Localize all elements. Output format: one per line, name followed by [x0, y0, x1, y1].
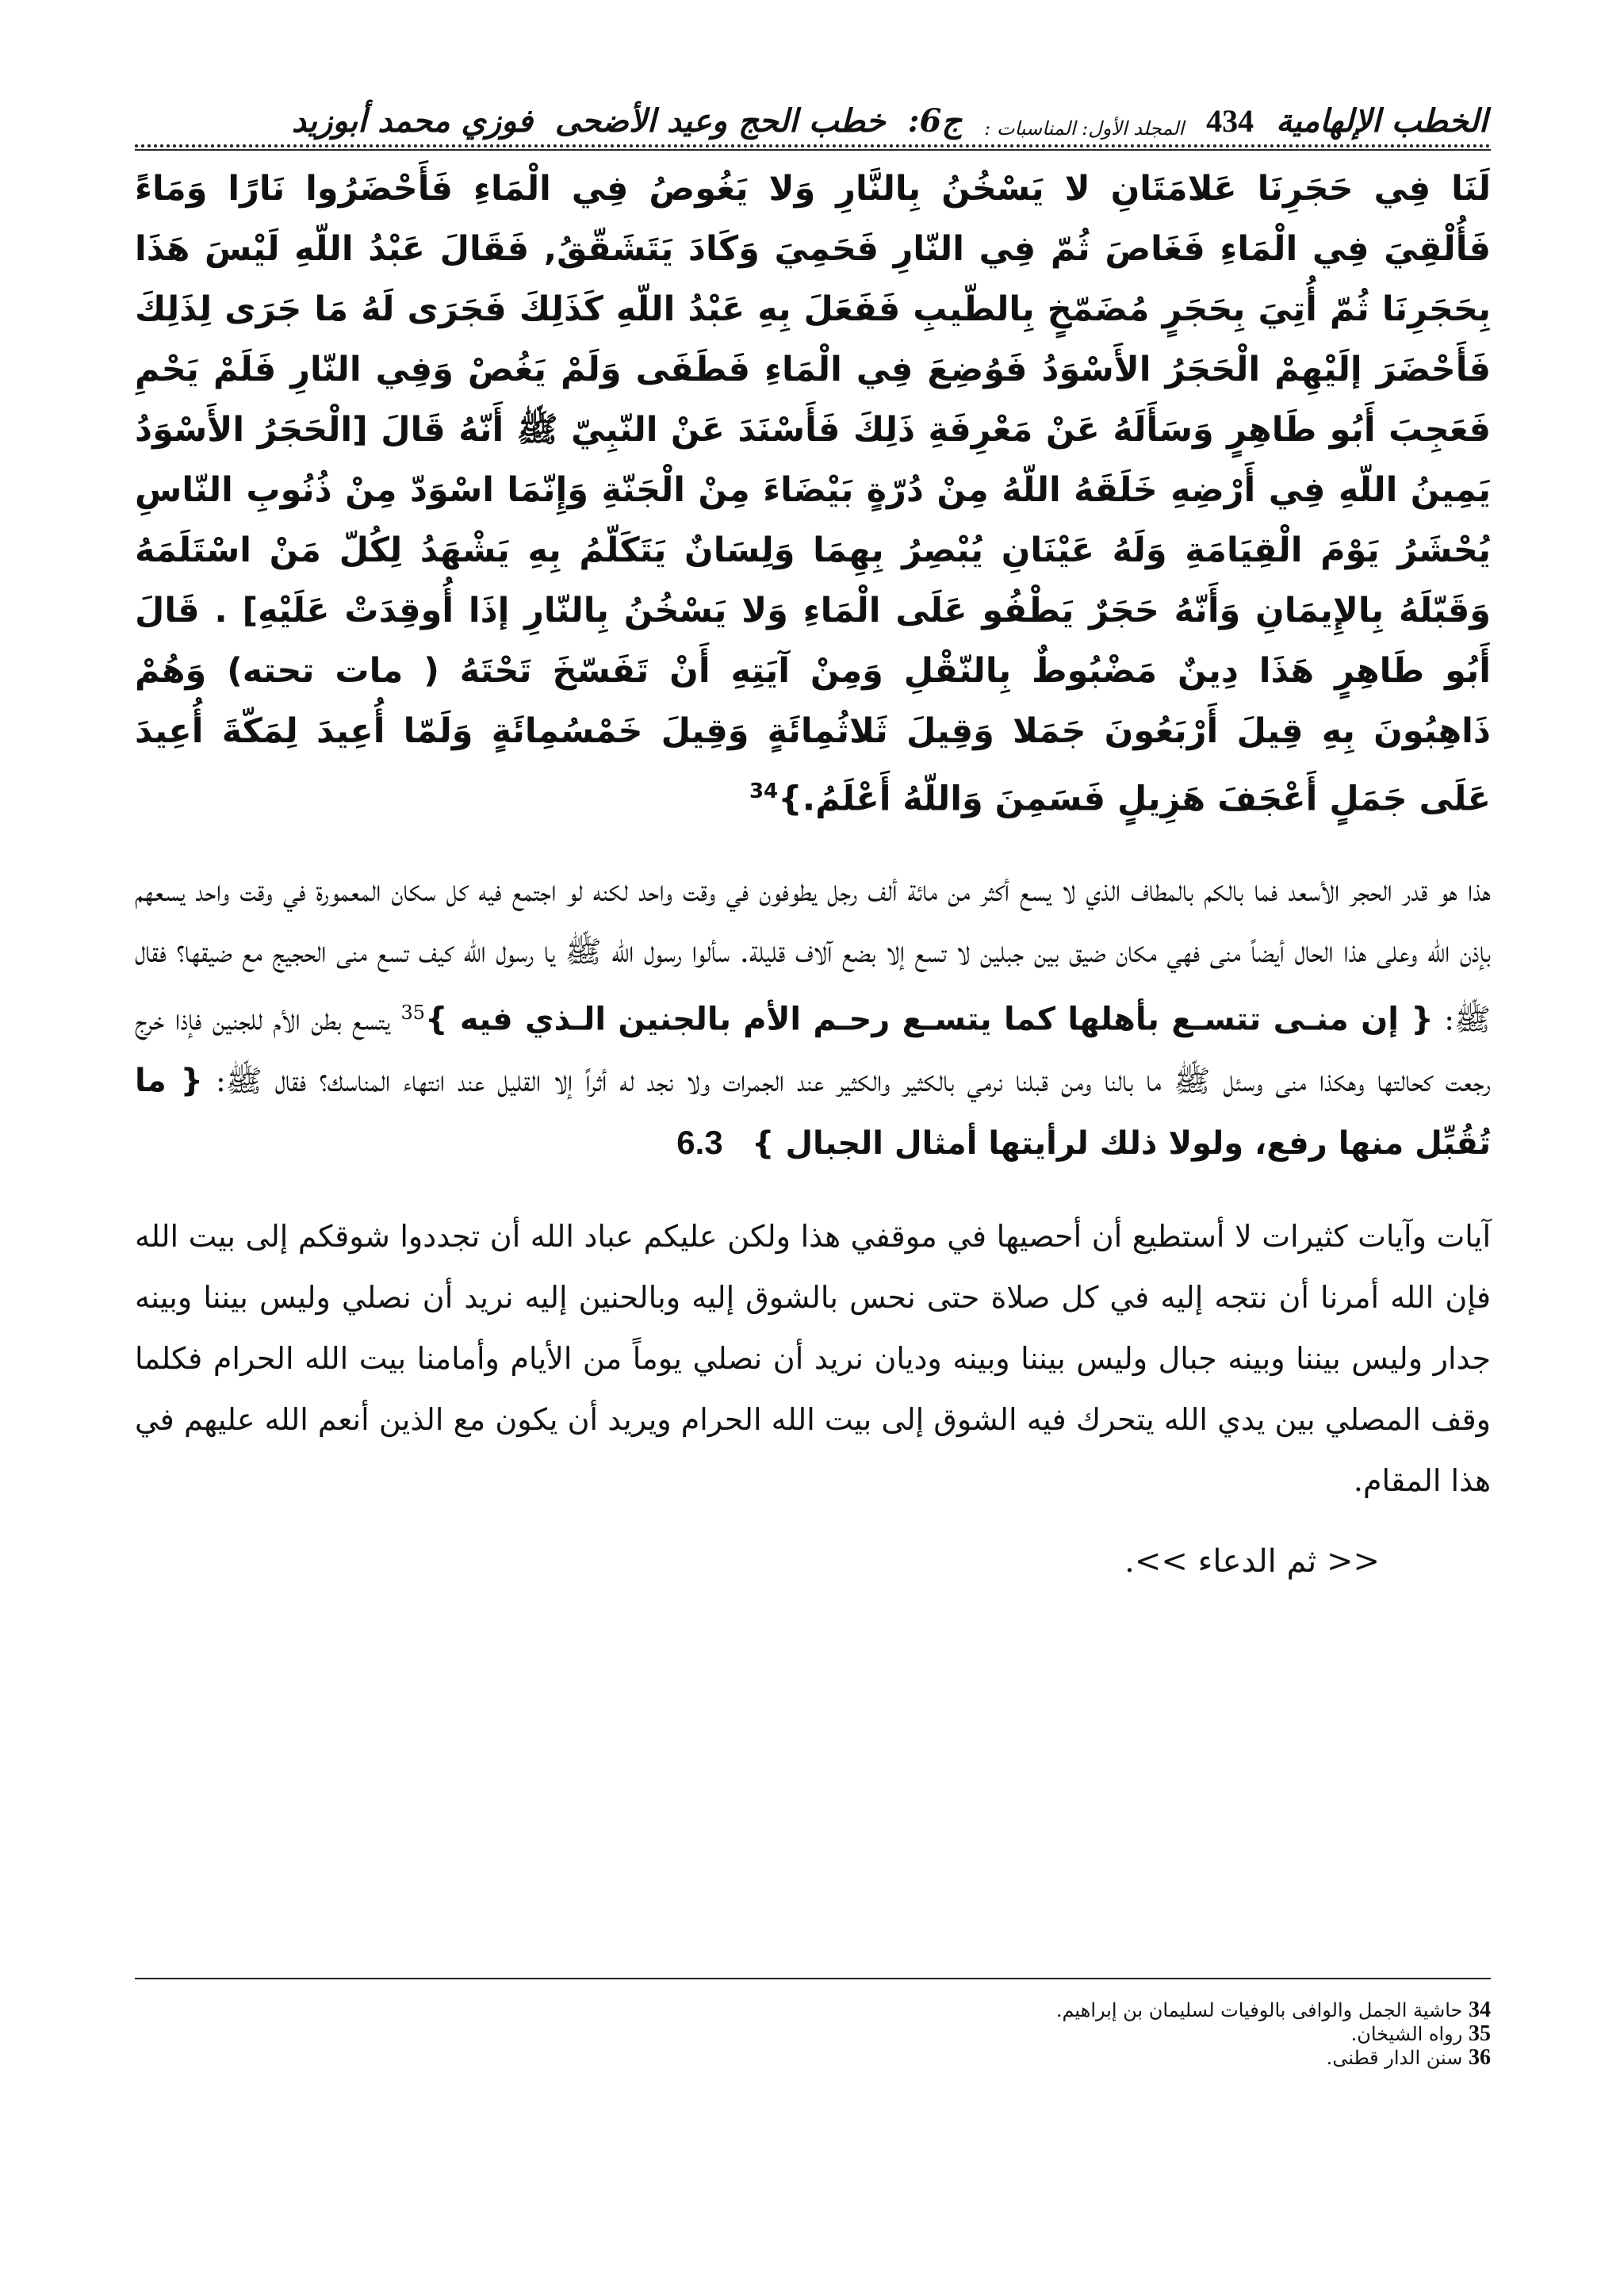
paragraph-1 [135, 860, 1491, 1174]
footnote-text: حاشية الجمل والوافى بالوفيات لسليمان بن إبراهيم. [1055, 1999, 1463, 2021]
paragraph-2: آيات وآيات كثيرات لا أستطيع أن أحصيها في موقفي هذا ولكن عليكم عباد الله أن تجددوا شوقكم إلى بيت الله فإن الله أمرنا أن نتجه إليه في كل صلاة حتى نحس بالشوق إليه وبالحنين إليه نريد أن نصلي وليس بيننا وبينه جدار وليس بيننا وبينه جبال وليس بيننا وبينه وديان نريد أن نصلي يوماً من الأيام وأمامنا بيت الله الحرام فكلما وقف المصلي بين يدي الله يتحرك فيه الشوق إلى بيت الله الحرام ويريد أن يكون مع الذين أنعم الله عليهم في هذا المقام. [135, 1218, 1491, 1498]
footnote-number: 36 [1469, 2045, 1491, 2070]
hadith-2: { ما تُقُبِّل منها رفع، ولولا ذلك لرأيتها أمثال الجبال } [135, 1062, 1491, 1162]
footnote-text: رواه الشيخان. [1350, 2023, 1463, 2045]
author-name: فوزي محمد أبوزيد [291, 102, 533, 140]
paragraph-1-text-b: يتسع بطن الأم للجنين فإذا خرج رجعت كحالتها وهكذا منى وسئل ﷺ ما بالنا ومن قبلنا نرمي بالكثير والكثير عند الجمرات ولا نجد له أثراً إلا القليل عند انتهاء المناسك؟ فقال ﷺ: [135, 1002, 1491, 1098]
footnote-35 [135, 2022, 1491, 2046]
footnotes [135, 1978, 1491, 2070]
page-header [135, 76, 1491, 140]
section-mark: 6.3 [676, 1123, 723, 1161]
book-title: الخطب الإلهامية [1276, 102, 1488, 140]
quoted-passage [135, 159, 1491, 829]
footnote-rule [135, 1978, 1491, 1979]
part-label: ج6: [907, 102, 963, 140]
footnote-number: 35 [1469, 2021, 1491, 2046]
section-title: خطب الحج وعيد الأضحى [554, 102, 886, 140]
footnote-36 [135, 2046, 1491, 2070]
closing-line: << ثم الدعاء >>. [1124, 1542, 1380, 1580]
footnote-ref-34: 34 [749, 780, 779, 803]
page-number: 434 [1206, 103, 1254, 139]
quote-text: لَنَا فِي حَجَرِنَا عَلامَتَانِ لا يَسْخُنُ بِالنَّارِ وَلا يَغُوصُ فِي الْمَاءِ فَأَحْضَرُوا نَارًا وَمَاءً فَأُلْقِيَ فِي الْمَاءِ فَغَاصَ ثُمّ فِي النّارِ فَحَمِيَ وَكَادَ يَتَشَقّقُ, فَقَالَ عَبْدُ اللّهِ لَيْسَ هَذَا بِحَجَرِنَا ثُمّ أُتِيَ بِحَجَرٍ مُضَمّخٍ بِالطّيبِ فَفَعَلَ بِهِ عَبْدُ اللّهِ كَذَلِكَ فَجَرَى لَهُ مَا جَرَى لِذَلِكَ فَأَحْضَرَ إلَيْهِمْ الْحَجَرُ الأَسْوَدُ فَوُضِعَ فِي الْمَاءِ فَطَفَى وَلَمْ يَغُصْ وَفِي النّارِ فَلَمْ يَحْمِ فَعَجِبَ أَبُو طَاهِرٍ وَسَأَلَهُ عَنْ مَعْرِفَةِ ذَلِكَ فَأَسْنَدَ عَنْ النّبِيّ ﷺ أَنّهُ قَالَ [الْحَجَرُ الأَسْوَدُ يَمِينُ اللّهِ فِي أَرْضِهِ خَلَقَهُ اللّهُ مِنْ دُرّةٍ بَيْضَاءَ مِنْ الْجَنّةِ وَإِنّمَا اسْوَدّ مِنْ ذُنُوبِ النّاسِ يُحْشَرُ يَوْمَ الْقِيَامَةِ وَلَهُ عَيْنَانِ يُبْصِرُ بِهِمَا وَلِسَانٌ يَتَكَلّمُ بِهِ يَشْهَدُ لِكُلّ مَنْ اسْتَلَمَهُ وَقَبّلَهُ بِالإِيمَانِ وَأَنّهُ حَجَرٌ يَطْفُو عَلَى الْمَاءِ وَلا يَسْخُنُ بِالنّارِ إذَا أُوقِدَتْ عَلَيْهِ] . قَالَ أَبُو طَاهِرٍ هَذَا دِينٌ مَضْبُوطٌ بِالنّقْلِ وَمِنْ آيَتِهِ أَنْ تَفَسّخَ تَحْتَهُ ( مات تحته) وَهُمْ ذَاهِبُونَ بِهِ قِيلَ أَرْبَعُونَ جَمَلا وَقِيلَ ثَلاثُمِائَةٍ وَقِيلَ خَمْسُمِائَةٍ وَلَمّا أُعِيدَ لِمَكّةَ أُعِيدَ عَلَى جَمَلٍ أَعْجَفَ هَزِيلٍ فَسَمِنَ وَاللّهُ أَعْلَمُ.} [135, 169, 1491, 819]
hadith-1: { إن منـى تتسـع بأهلها كما يتسـع رحـم الأم بالجنين الـذي فيه } [425, 1001, 1434, 1038]
footnote-text: سنن الدار قطنى. [1326, 2047, 1463, 2069]
paragraph-1-text-a: هذا هو قدر الحجر الأسعد فما بالكم بالمطاف الذي لا يسع أكثر من مائة ألف رجل يطوفون في وقت واحد لكنه لو اجتمع فيه كل سكان المعمورة في وقت واحد يسعهم بإذن الله وعلى هذا الحال أيضاً منى فهي مكان ضيق بين جبلين لا تسع إلا بضع آلاف قليلة. سألوا رسول الله ﷺ يا رسول الله كيف تسع منى الحجيج مع ضيقها؟ فقال ﷺ: [135, 873, 1491, 1037]
header-divider [135, 144, 1491, 147]
footnote-number: 34 [1469, 1998, 1491, 2022]
volume-label: المجلد الأول: المناسبات : [984, 117, 1185, 140]
footnote-ref-35: 35 [400, 1002, 426, 1025]
footnote-34 [135, 1998, 1491, 2022]
document-page [135, 76, 1491, 2233]
